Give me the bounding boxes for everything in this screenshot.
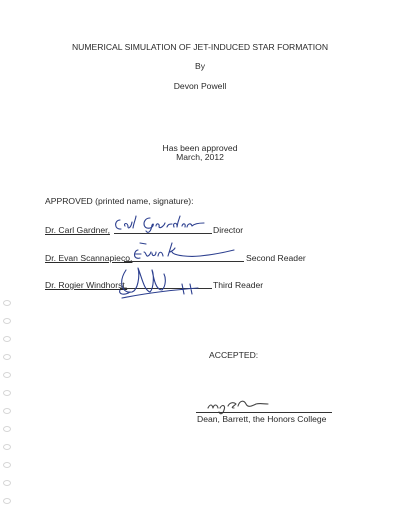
signatory-role-3: Third Reader <box>213 280 264 290</box>
signature-1 <box>112 214 212 236</box>
binding-holes <box>0 0 14 518</box>
author-name: Devon Powell <box>173 81 227 91</box>
accepted-label: ACCEPTED: <box>209 350 259 360</box>
signature-3 <box>112 262 212 306</box>
signatory-name-3: Dr. Rogier Windhorst, <box>45 280 128 290</box>
signatory-name-1: Dr. Carl Gardner, <box>45 225 110 235</box>
dean-title: Dean, Barrett, the Honors College <box>197 414 327 424</box>
signatory-name-2: Dr. Evan Scannapieco, <box>45 253 133 263</box>
thesis-title: NUMERICAL SIMULATION OF JET-INDUCED STAR FORMATION <box>71 42 329 52</box>
dean-signature-line <box>196 412 332 413</box>
signatory-role-2: Second Reader <box>246 253 306 263</box>
approved-statement: Has been approved <box>162 143 238 153</box>
signatory-role-1: Director <box>213 225 244 235</box>
signature-2 <box>130 240 240 264</box>
approved-date: March, 2012 <box>176 152 224 162</box>
approved-label: APPROVED (printed name, signature): <box>45 196 194 206</box>
by-label: By <box>194 61 206 71</box>
